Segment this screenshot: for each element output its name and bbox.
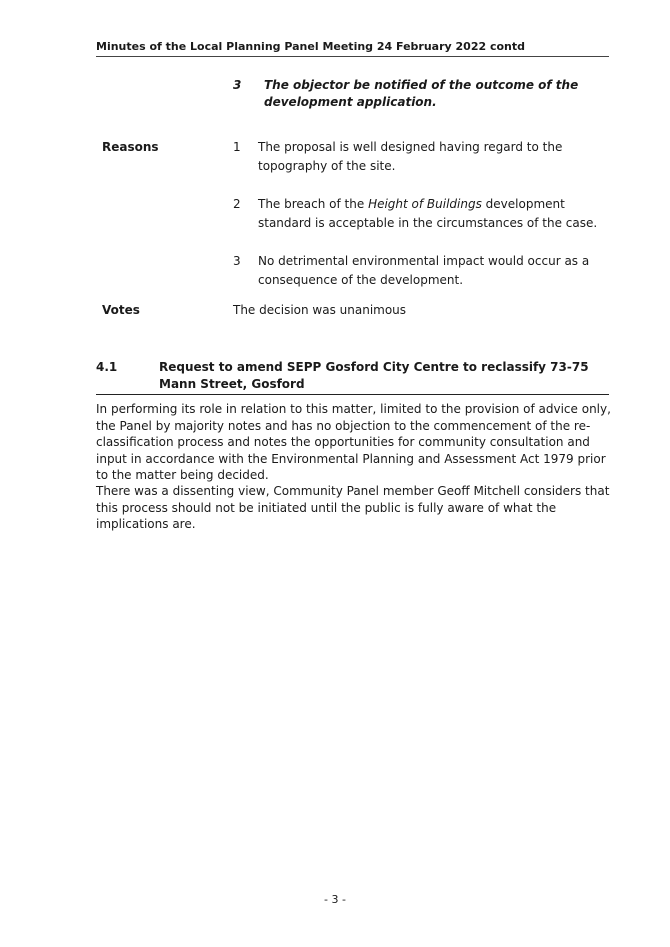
reason-text [258,195,613,233]
condition-text: The objector be notified of the outcome of the development application. [264,78,579,109]
reason-text-italic: Height of Buildings [368,197,482,211]
reason-text: No detrimental environmental impact would occur as a consequence of the development. [258,254,590,287]
reasons-label: Reasons [102,140,159,154]
page-number: - 3 - [324,893,346,906]
votes-label: Votes [102,303,140,317]
reason-text: The proposal is well designed having regard to the topography of the site. [258,140,563,173]
reason-number: 3 [233,254,241,268]
reason-text-pre: The breach of the [258,197,369,211]
reason-number: 2 [233,197,241,211]
section-heading [96,359,609,395]
page-header: Minutes of the Local Planning Panel Meeting 24 February 2022 contd [96,40,609,57]
section-title: Request to amend SEPP Gosford City Centre to reclassify 73-75 Mann Street, Gosford [159,360,589,391]
reason-number: 1 [233,140,241,154]
condition-number: 3 [233,78,242,92]
section-number: 4.1 [96,360,118,374]
body-paragraph: In performing its role in relation to this matter, limited to the provision of advice only, the Panel by majority notes and has no objection to the commencement of the re-classification process and notes the opportunities for community consultation and input in accordance with the Environmental Planning and Assessment Act 1979 prior to the matter being decided. [96,402,611,482]
reason-text-post: development standard is acceptable in the circumstances of the case. [258,197,598,230]
votes-text: The decision was unanimous [233,303,407,317]
body-paragraph: There was a dissenting view, Community Panel member Geoff Mitchell considers that this process should not be initiated until the public is fully aware of what the implications are. [96,484,610,531]
